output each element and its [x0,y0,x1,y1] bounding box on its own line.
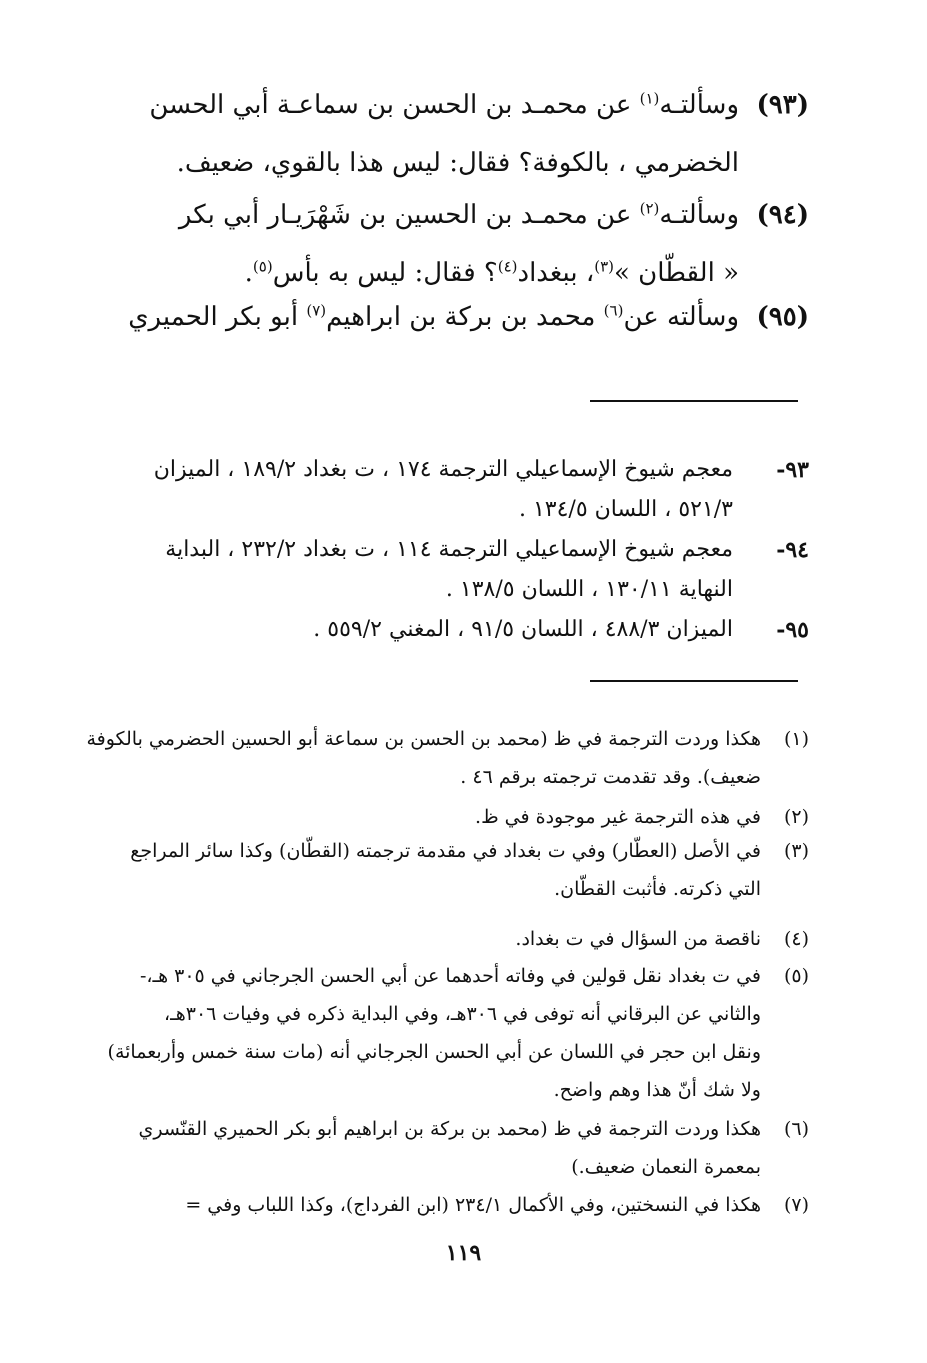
footnote-text [104,1186,761,1224]
footnote-number: (٦) [783,1118,809,1140]
footnote-text [104,832,761,908]
footnote-line: بمعمرة النعمان ضعيف.) [571,1156,761,1178]
entry-number: (٩٤) [756,200,809,230]
entry-line: « القطّان »$^{(٣)}$، ببغداد$^{(٤)}$؟ فقال: ليس به بأس$^{(٥)}$. [244,257,739,288]
reference-number: ٩٣- [776,457,809,483]
entry-number: (٩٥) [756,302,809,332]
section-divider [590,400,798,402]
footnote-5 [104,957,809,1109]
footnote-text [104,1110,761,1186]
entry-93 [104,76,809,192]
reference-line: معجم شيوخ الإسماعيلي الترجمة ١٧٤ ، ت بغداد ١٨٩/٢ ، الميزان [153,457,733,482]
footnote-number: (١) [783,728,809,750]
footnote-marker: (٢) [639,199,660,218]
reference-text [104,530,733,610]
entry-text [104,288,739,346]
footnote-text [86,720,761,796]
footnote-3 [104,832,809,908]
entry-text [104,186,739,302]
reference-line: ٥٢١/٣ ، اللسان ١٣٤/٥ . [518,497,733,522]
footnote-marker: (٤) [497,257,518,276]
footnote-7 [104,1186,809,1224]
footnote-marker: (٦) [603,301,624,320]
footnote-line: التي ذكرته. فأثبت القطّان. [554,878,761,900]
reference-95 [104,610,809,650]
footnote-marker: (٣) [594,257,614,276]
footnote-2 [104,798,809,836]
footnote-6 [104,1110,809,1186]
footnote-line: ونقل ابن حجر في اللسان عن أبي الحسن الجرجاني أنه (مات سنة خمس وأربعمائة) [107,1041,761,1063]
footnote-line: ولا شك أنّ هذا وهم واضح. [553,1079,761,1101]
entry-text [104,76,739,192]
entry-95 [104,288,809,346]
footnote-line: في الأصل (العطّار) وفي ت بغداد في مقدمة ترجمته (القطّان) وكذا سائر المراجع [130,840,761,862]
footnote-text [104,957,761,1109]
footnote-divider [590,680,798,682]
footnote-line: في ت بغداد نقل قولين في وفاته أحدهما عن أبي الحسن الجرجاني في ٣٠٥ هـ،- [139,965,761,987]
footnote-line: هكذا في النسختين، وفي الأكمال ٢٣٤/١ (ابن الفرداج)، وكذا اللباب وفي = [185,1194,761,1216]
reference-text [104,610,733,650]
entry-line: وسألته عن$^{(٦)}$ محمد بن بركة بن ابراهيم$^{(٧)}$ أبو بكر الحميري [128,301,739,332]
entry-number: (٩٣) [756,90,809,120]
footnote-text [104,920,761,958]
entry-line: وسألتـه$^{(١)}$ عن محمـد بن الحسن بن سماعـة أبي الحسن [149,89,739,120]
reference-line: النهاية ١٣٠/١١ ، اللسان ١٣٨/٥ . [445,577,733,602]
footnote-line: هكذا وردت الترجمة في ظ (محمد بن الحسن بن سماعة أبو الحسين الحضرمي بالكوفة [86,728,761,750]
reference-line: معجم شيوخ الإسماعيلي الترجمة ١١٤ ، ت بغداد ٢٣٢/٢ ، البداية [165,537,733,562]
entry-line: الخضرمي ، بالكوفة؟ فقال: ليس هذا بالقوي، ضعيف. [176,148,739,178]
footnote-4 [104,920,809,958]
footnote-1 [86,720,809,796]
entry-line: وسألتـه$^{(٢)}$ عن محمـد بن الحسين بن شَهْرَيـار أبي بكر [178,199,739,230]
footnote-line: في هذه الترجمة غير موجودة في ظ. [475,806,761,828]
footnote-line: هكذا وردت الترجمة في ظ (محمد بن بركة بن ابراهيم أبو بكر الحميري القنّسري [138,1118,761,1140]
page-number: ١١٩ [445,1240,482,1266]
footnote-text [104,798,761,836]
footnote-number: (٤) [783,928,809,950]
footnote-number: (٥) [783,965,809,987]
footnote-marker: (٧) [306,301,327,320]
footnote-number: (٢) [783,806,809,828]
footnote-marker: (١) [639,89,660,108]
reference-94 [104,530,809,610]
footnote-line: ناقصة من السؤال في ت بغداد. [515,928,761,950]
reference-number: ٩٥- [776,617,809,643]
reference-text [104,450,733,530]
footnote-number: (٣) [783,840,809,862]
reference-number: ٩٤- [776,537,809,563]
footnote-line: ضعيف). وقد تقدمت ترجمته برقم ٤٦ . [460,766,761,788]
footnote-marker: (٥) [252,257,273,276]
footnote-number: (٧) [783,1194,809,1216]
entry-94 [104,186,809,302]
reference-93 [104,450,809,530]
reference-line: الميزان ٤٨٨/٣ ، اللسان ٩١/٥ ، المغني ٥٥٩/٢ . [313,617,733,642]
footnote-line: والثاني عن البرقاني أنه توفى في ٣٠٦هـ، وفي البداية ذكره في وفيات ٣٠٦هـ، [164,1003,761,1025]
